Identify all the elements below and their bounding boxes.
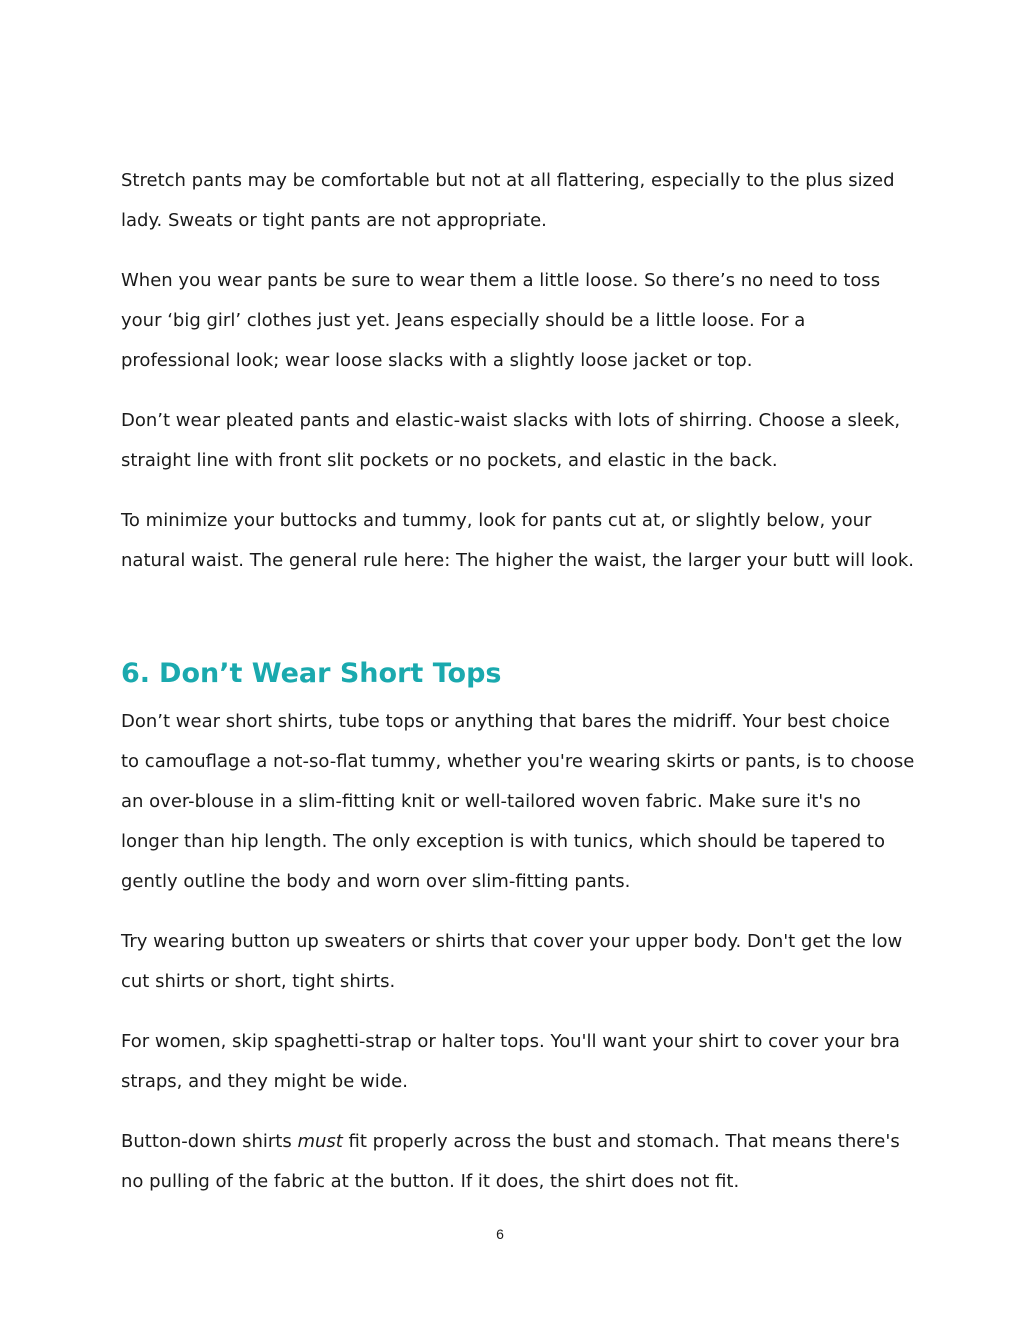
section-heading (121, 654, 911, 702)
text-line: To minimize your buttocks and tummy, look for pants cut at, or slightly below, your (121, 510, 872, 531)
paragraph (121, 702, 915, 902)
text-line: For women, skip spaghetti-strap or halter tops. You'll want your shirt to cover your bra (121, 1031, 900, 1052)
text-line: an over-blouse in a slim-fitting knit or well-tailored woven fabric. Make sure it's no (121, 791, 861, 812)
text-line: your ‘big girl’ clothes just yet. Jeans especially should be a little loose. For a (121, 310, 806, 331)
text-line: Stretch pants may be comfortable but not at all flattering, especially to the plus sized (121, 170, 895, 191)
text-line: lady. Sweats or tight pants are not appropriate. (121, 210, 547, 231)
text-line: professional look; wear loose slacks with a slightly loose jacket or top. (121, 350, 753, 371)
paragraph (121, 1022, 911, 1102)
section-number: 6. (121, 658, 151, 689)
text-line: to camouflage a not-so-flat tummy, whether you're wearing skirts or pants, is to choose (121, 751, 915, 772)
section-title: Don’t Wear Short Tops (159, 658, 502, 689)
text-run: Button-down shirts (121, 1131, 298, 1152)
paragraph (121, 922, 911, 1002)
text-line: Don’t wear short shirts, tube tops or anything that bares the midriff. Your best choice (121, 711, 890, 732)
text-line: gently outline the body and worn over slim-fitting pants. (121, 871, 631, 892)
text-line: no pulling of the fabric at the button. If it does, the shirt does not fit. (121, 1171, 740, 1192)
text-line: cut shirts or short, tight shirts. (121, 971, 396, 992)
paragraph (121, 161, 911, 241)
paragraph (121, 261, 911, 381)
text-line: straight line with front slit pockets or no pockets, and elastic in the back. (121, 450, 778, 471)
text-line: longer than hip length. The only exception is with tunics, which should be tapered to (121, 831, 885, 852)
paragraph (121, 401, 911, 481)
text-line: Don’t wear pleated pants and elastic-waist slacks with lots of shirring. Choose a sleek, (121, 410, 901, 431)
document-body (121, 161, 915, 1222)
text-line (121, 1122, 911, 1162)
paragraph (121, 501, 914, 581)
emphasis-text: must (297, 1131, 343, 1152)
text-line: straps, and they might be wide. (121, 1071, 408, 1092)
text-line: natural waist. The general rule here: The higher the waist, the larger your butt will look. (121, 550, 914, 571)
section-spacer (121, 601, 911, 654)
text-run: fit properly across the bust and stomach. That means there's (342, 1131, 900, 1152)
text-line: When you wear pants be sure to wear them a little loose. So there’s no need to toss (121, 270, 881, 291)
page-number: 6 (496, 1226, 504, 1242)
text-line: Try wearing button up sweaters or shirts that cover your upper body. Don't get the low (121, 931, 903, 952)
paragraph (121, 1122, 911, 1202)
